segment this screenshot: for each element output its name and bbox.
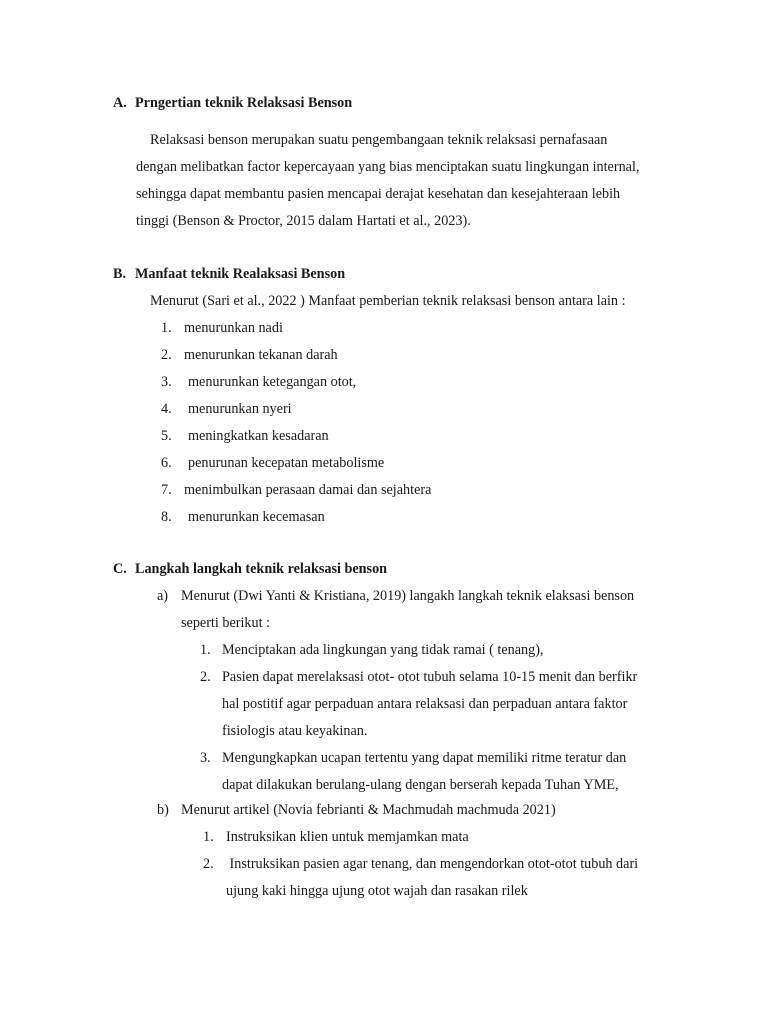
step-number: 2. bbox=[203, 856, 214, 872]
section-c-heading: Langkah langkah teknik relaksasi benson bbox=[135, 561, 388, 577]
benefit-number: 6. bbox=[161, 455, 172, 471]
step-line: dapat dilakukan berulang-ulang dengan berserah kepada Tuhan YME, bbox=[222, 777, 619, 793]
sub-a-marker: a) bbox=[157, 588, 169, 604]
benefit-item: menurunkan tekanan darah bbox=[184, 347, 338, 363]
section-b-marker: B. bbox=[113, 266, 127, 282]
benefit-item: menimbulkan perasaan damai dan sejahtera bbox=[184, 482, 432, 498]
benefit-number: 2. bbox=[161, 347, 172, 363]
section-a-paragraph-line: Relaksasi benson merupakan suatu pengembangaan teknik relaksasi pernafasaan bbox=[150, 132, 608, 148]
step-line: Pasien dapat merelaksasi otot- otot tubuh selama 10-15 menit dan berfikr bbox=[222, 669, 638, 685]
benefit-item: menurunkan nyeri bbox=[188, 401, 292, 417]
benefit-item: menurunkan ketegangan otot, bbox=[188, 374, 357, 390]
benefit-item: meningkatkan kesadaran bbox=[188, 428, 329, 444]
section-b-intro: Menurut (Sari et al., 2022 ) Manfaat pemberian teknik relaksasi benson antara lain : bbox=[150, 293, 626, 309]
section-a-paragraph-line: dengan melibatkan factor kepercayaan yang bias menciptakan suatu lingkungan internal, bbox=[136, 159, 640, 175]
benefit-item: penurunan kecepatan metabolisme bbox=[188, 455, 385, 471]
sub-a-line: Menurut (Dwi Yanti & Kristiana, 2019) langakh langkah teknik elaksasi benson bbox=[181, 588, 635, 604]
step-line: Mengungkapkan ucapan tertentu yang dapat memiliki ritme teratur dan bbox=[222, 750, 627, 766]
step-line: hal postitif agar perpaduan antara relaksasi dan perpaduan antara faktor bbox=[222, 696, 628, 712]
section-b-heading: Manfaat teknik Realaksasi Benson bbox=[135, 266, 346, 282]
benefit-number: 5. bbox=[161, 428, 172, 444]
benefit-number: 1. bbox=[161, 320, 172, 336]
sub-a-line: seperti berikut : bbox=[181, 615, 271, 631]
benefit-item: menurunkan kecemasan bbox=[188, 509, 325, 525]
benefit-item: menurunkan nadi bbox=[184, 320, 283, 336]
step-line: ujung kaki hingga ujung otot wajah dan rasakan rilek bbox=[226, 883, 528, 899]
benefit-number: 4. bbox=[161, 401, 172, 417]
step-number: 2. bbox=[200, 669, 211, 685]
sub-b-line: Menurut artikel (Novia febrianti & Machmudah machmuda 2021) bbox=[181, 802, 556, 818]
sub-b-marker: b) bbox=[157, 802, 169, 818]
step-line: Instruksikan klien untuk memjamkan mata bbox=[226, 829, 469, 845]
benefit-number: 3. bbox=[161, 374, 172, 390]
step-number: 3. bbox=[200, 750, 211, 766]
section-a-paragraph-line: tinggi (Benson & Proctor, 2015 dalam Hartati et al., 2023). bbox=[136, 213, 471, 229]
step-line: Menciptakan ada lingkungan yang tidak ramai ( tenang), bbox=[222, 642, 544, 658]
benefit-number: 7. bbox=[161, 482, 172, 498]
step-number: 1. bbox=[200, 642, 211, 658]
section-a-marker: A. bbox=[113, 95, 127, 111]
section-c-marker: C. bbox=[113, 561, 127, 577]
step-number: 1. bbox=[203, 829, 214, 845]
section-a-paragraph-line: sehingga dapat membantu pasien mencapai derajat kesehatan dan kesejahteraan lebih bbox=[136, 186, 621, 202]
step-line: Instruksikan pasien agar tenang, dan mengendorkan otot-otot tubuh dari bbox=[226, 856, 639, 872]
benefit-number: 8. bbox=[161, 509, 172, 525]
section-a-heading: Prngertian teknik Relaksasi Benson bbox=[135, 95, 353, 111]
step-line: fisiologis atau keyakinan. bbox=[222, 723, 368, 739]
